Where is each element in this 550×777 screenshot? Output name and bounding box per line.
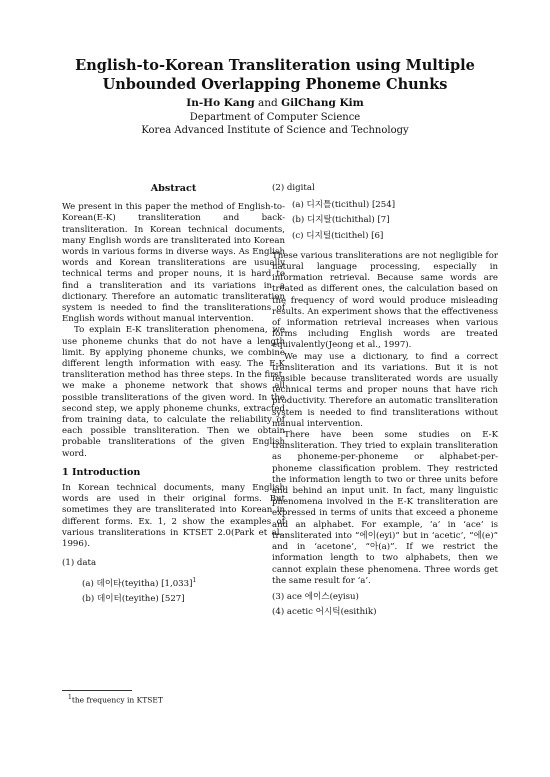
- affiliation-institute: Korea Advanced Institute of Science and Technology: [141, 125, 409, 136]
- right-paragraph-1: These various transliterations are not negligible for natural language processing, especially in information retrieval. Because same words are treated as different ones, the calculation based on the frequency of word would produce misleading results. An experiment shows that the effectiveness of information retrieval increases when various forms including English words are treated equivalently(Jeong et al., 1997).: [272, 250, 498, 351]
- abstract-heading: Abstract: [150, 183, 197, 194]
- left-column: [62, 183, 285, 609]
- abstract-paragraph-1: We present in this paper the method of English-to-Korean(E-K) transliteration and back-transliteration. In Korean technical documents, many English words are transliterated into Korean words in various forms in diverse ways. As English words and Korean transliterations are usually technical terms and proper nouns, it is hard to find a transliteration and its variations in a dictionary. Therefore an automatic transliteration system is needed to find the transliterations of English words without manual intervention.: [62, 202, 285, 325]
- author-2: GilChang Kim: [281, 97, 364, 109]
- example-1a: [82, 575, 285, 590]
- author-1: In-Ho Kang: [186, 97, 255, 109]
- example-2a: (a) 디지틀(ticithul) [254]: [292, 200, 396, 211]
- example-1a-text: (a) 데이타(teyitha) [1,033]: [82, 578, 193, 589]
- footnote-rule: [62, 690, 132, 691]
- affiliation-department: Department of Computer Science: [189, 112, 361, 123]
- example-2-head: (2) digital: [272, 183, 315, 193]
- footnote-text: the frequency in KTSET: [71, 695, 163, 705]
- example-3: (3) ace 에이스(eyisu): [272, 591, 359, 602]
- footnote-marker: 1: [192, 576, 197, 584]
- authors: [40, 97, 510, 110]
- intro-paragraph-1: In Korean technical documents, many English words are used in their original forms. But sometimes they are transliterated into Korean in different forms. Ex. 1, 2 show the examples of various transliterations in KTSET 2.0(Park et al., 1996).: [62, 483, 285, 550]
- example-1-head: (1) data: [62, 558, 97, 569]
- right-paragraph-2: We may use a dictionary, to find a correct transliteration and its variations. But it is not feasible because transliterated words are usually technical terms and proper nouns that have rich productivity. Therefore an automatic transliteration system is needed to find transliterations without manual intervention.: [272, 351, 498, 429]
- affiliation: [40, 111, 510, 137]
- example-4: (4) acetic 어시틱(esithik): [272, 607, 377, 618]
- abstract-paragraph-2: To explain E-K transliteration phenomena, we use phoneme chunks that do not have a length limit. By applying phoneme chunks, we combine different length information with easy. The E-K transliteration method has three steps. In the first, we make a phoneme network that shows all possible transliterations of the given word. In the second step, we apply phoneme chunks, extracted from training data, to calculate the reliability of each possible transliteration. Then we obtain probable transliterations of the given English word.: [62, 325, 285, 459]
- footnote-mark: 1: [68, 694, 72, 701]
- footnote: [68, 694, 163, 705]
- example-2b: (b) 디지탈(tichithal) [7]: [292, 215, 390, 226]
- example-2c: (c) 디지털(ticithel) [6]: [292, 230, 384, 241]
- right-paragraph-3: There have been some studies on E-K transliteration. They tried to explain transliteration as phoneme-per-phoneme or alphabet-per-phoneme classification problem. They restricted the information length to two or three units before and behind an input unit. In fact, many linguistic phenomena involved in the E-K transliteration are expressed in terms of units that exceed a phoneme and an alphabet. For example, ‘a’ in ‘ace’ is transliterated into “에이(eyi)” but in ‘acetic’, “에(e)” and in ‘acetone’, “아(a)”. If we restrict the information length to two alphabets, then we cannot explain these phenomena. Three words get the same result for ‘a’.: [272, 430, 498, 586]
- example-1b: (b) 데이터(teyithe) [527]: [82, 593, 185, 604]
- author-separator: and: [258, 97, 278, 109]
- section-1-heading: 1 Introduction: [62, 466, 141, 478]
- right-column: [272, 183, 498, 622]
- paper-title: English-to-Korean Transliteration using Multiple Unbounded Overlapping Phoneme Chunks: [75, 57, 475, 93]
